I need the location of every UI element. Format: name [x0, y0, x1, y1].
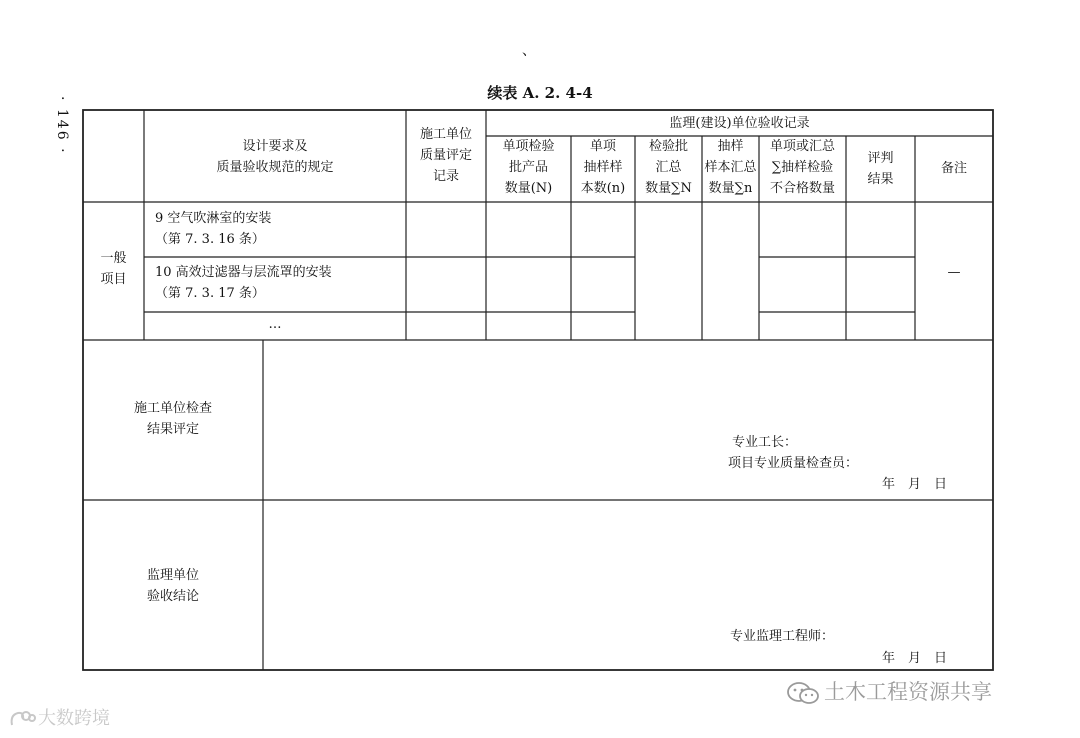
header-contractor: [406, 124, 486, 187]
subcol1-line2: 批产品: [508, 160, 548, 175]
general-label-line2: 项目: [100, 272, 127, 287]
supervision-date: 年 月 日: [882, 651, 948, 666]
subcol1-line3: 数量(N): [504, 181, 553, 196]
header-subcol-6: [846, 148, 915, 190]
subcol4-line1: 抽样: [717, 139, 744, 154]
subcol3-line1: 检验批: [648, 139, 688, 154]
contractor-section-label: [83, 398, 263, 440]
subcol6-line1: 评判: [867, 151, 894, 166]
watermark-right: [786, 676, 992, 706]
subcol2-line2: 抽样样: [583, 160, 623, 175]
header-contractor-line1: 施工单位: [419, 127, 472, 142]
contractor-label-line1: 施工单位检查: [133, 401, 212, 416]
header-contractor-line2: 质量评定: [419, 148, 472, 163]
subcol1-line1: 单项检验: [502, 139, 555, 154]
supervision-section-label: [83, 565, 263, 607]
contractor-foreman: 专业工长：: [732, 435, 798, 450]
subcol4-line2: 样本汇总: [704, 160, 757, 175]
supervision-label-line2: 验收结论: [146, 589, 199, 604]
wechat-logo-icon: [786, 681, 820, 705]
contractor-label-line2: 结果评定: [146, 422, 199, 437]
supervision-label-line1: 监理单位: [146, 568, 199, 583]
contractor-date: 年 月 日: [882, 477, 948, 492]
general-item-row-3: …: [268, 317, 282, 332]
watermark-right-text: 土木工程资源共享: [824, 680, 992, 704]
contractor-inspector: 项目专业质量检查员：: [728, 456, 859, 471]
subcol3-line3: 数量∑N: [645, 181, 692, 196]
watermark-left-text: 大数跨境: [38, 708, 110, 729]
row1-line1: 9 空气吹淋室的安装: [155, 211, 272, 226]
subcol4-line3: 数量∑n: [708, 181, 753, 196]
header-spec: [200, 136, 350, 178]
subcol3-line2: 汇总: [655, 160, 682, 175]
row1-line2: （第 7. 3. 16 条）: [155, 232, 265, 247]
subcol7-line1: 备注: [940, 161, 967, 176]
brand-logo-icon: [8, 709, 36, 729]
top-mark: 、: [522, 43, 536, 59]
general-remark: —: [947, 265, 961, 280]
page-number: · 146 ·: [54, 96, 70, 155]
subcol5-line3: 不合格数量: [769, 181, 835, 196]
subcol2-line3: 本数(n): [580, 181, 626, 196]
header-subcol-4: [702, 136, 759, 199]
general-label-line1: 一般: [100, 251, 127, 266]
general-item-row-2: [155, 262, 332, 304]
header-contractor-line3: 记录: [432, 169, 459, 184]
row2-line2: （第 7. 3. 17 条）: [155, 286, 265, 301]
header-spec-line1: 设计要求及: [242, 139, 308, 154]
subcol2-line1: 单项: [589, 139, 616, 154]
header-spec-line2: 质量验收规范的规定: [216, 160, 334, 175]
table-title: 续表 A. 2. 4-4: [487, 84, 593, 102]
subcol5-line1: 单项或汇总: [769, 139, 835, 154]
row2-line1: 10 高效过滤器与层流罩的安装: [155, 265, 332, 280]
header-subcol-2: [571, 136, 635, 199]
header-supervision-group: 监理(建设)单位验收记录: [669, 116, 810, 131]
general-items-label: [83, 248, 144, 290]
subcol6-line2: 结果: [867, 172, 894, 187]
watermark-left: [8, 704, 110, 730]
header-subcol-7: [915, 158, 993, 179]
header-subcol-3: [635, 136, 702, 199]
general-item-row-1: [155, 208, 271, 250]
header-subcol-1: [486, 136, 571, 199]
supervision-engineer: 专业监理工程师：: [730, 629, 835, 644]
header-subcol-5: [759, 136, 846, 199]
subcol5-line2: ∑抽样检验: [771, 160, 834, 175]
